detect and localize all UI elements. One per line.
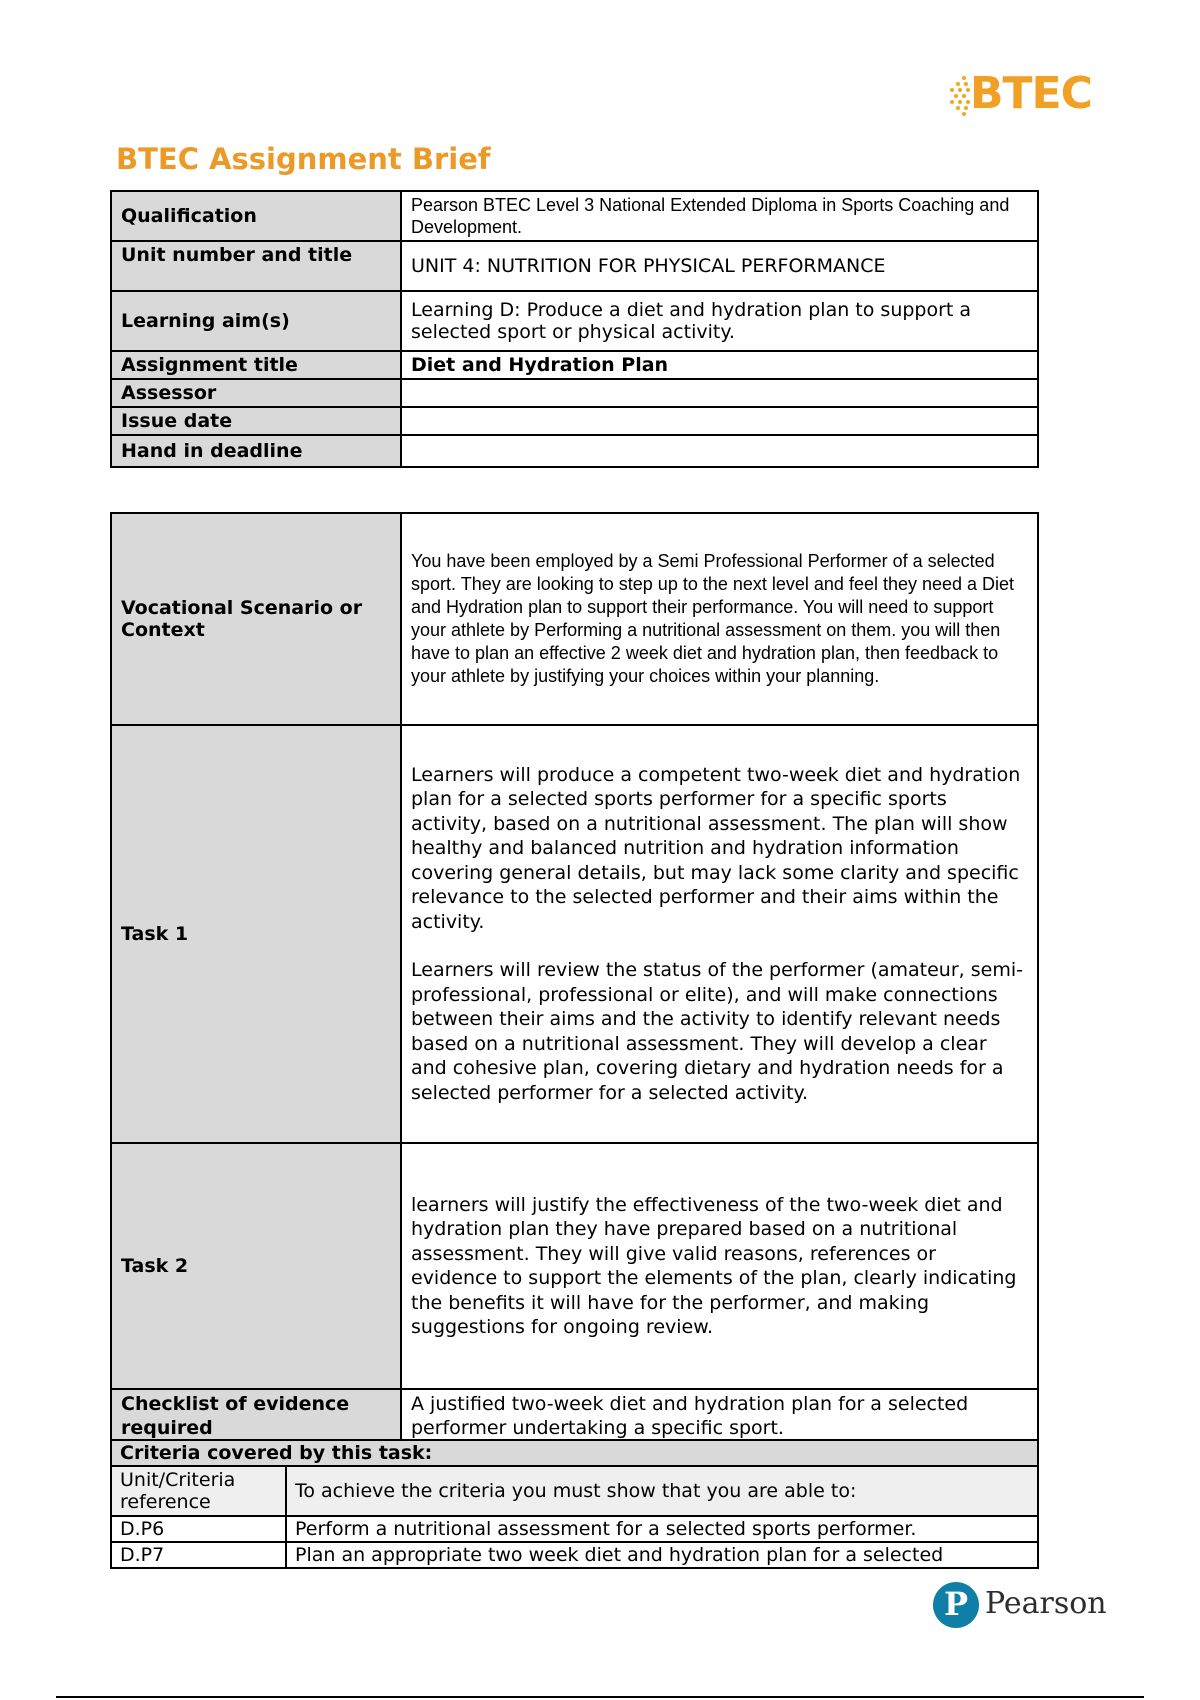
- table-row: [111, 407, 1038, 435]
- assignment-summary-table: [110, 190, 1039, 468]
- pearson-logo: [933, 1582, 1107, 1634]
- assignment-title-value: Diet and Hydration Plan: [401, 351, 1038, 379]
- table-row: [111, 1516, 1038, 1542]
- checklist-text: A justified two-week diet and hydration plan for a selected performer undertaking a specific sport.: [401, 1389, 1038, 1443]
- table-row: [111, 379, 1038, 407]
- criteria-desc: Perform a nutritional assessment for a selected sports performer.: [286, 1516, 1038, 1542]
- criteria-table: [110, 1439, 1039, 1569]
- deadline-label: Hand in deadline: [111, 435, 401, 467]
- criteria-ref: D.P7: [111, 1542, 286, 1568]
- deadline-value: [401, 435, 1038, 467]
- footer-divider: [56, 1696, 1144, 1698]
- table-row: [111, 1466, 1038, 1516]
- assignment-title-label: Assignment title: [111, 351, 401, 379]
- assessor-label: Assessor: [111, 379, 401, 407]
- btec-wordmark: BTEC: [970, 68, 1092, 119]
- table-row: [111, 1143, 1038, 1389]
- assessor-value: [401, 379, 1038, 407]
- qualification-value: Pearson BTEC Level 3 National Extended Diploma in Sports Coaching and Development.: [401, 191, 1038, 241]
- learning-aim-value: Learning D: Produce a diet and hydration plan to support a selected sport or physical activity.: [401, 291, 1038, 351]
- issue-date-label: Issue date: [111, 407, 401, 435]
- issue-date-value: [401, 407, 1038, 435]
- learning-aim-label: Learning aim(s): [111, 291, 401, 351]
- criteria-desc-column-header: To achieve the criteria you must show that you are able to:: [286, 1466, 1038, 1516]
- table-row: [111, 291, 1038, 351]
- table-row: [111, 191, 1038, 241]
- task2-label: Task 2: [111, 1143, 401, 1389]
- criteria-ref: D.P6: [111, 1516, 286, 1542]
- table-row: [111, 1440, 1038, 1466]
- assignment-details-table: [110, 512, 1039, 1444]
- scenario-text: You have been employed by a Semi Professional Performer of a selected sport. They are looking to step up to the next level and feel they need a Diet and Hydration plan to support their performance. You will need to support your athlete by Performing a nutritional assessment on them. you will then have to plan an effective 2 week diet and hydration plan, then feedback to your athlete by justifying your choices within your planning.: [401, 513, 1038, 725]
- task1-paragraph-1: Learners will produce a competent two-week diet and hydration plan for a selected sports performer for a specific sports activity, based on a nutritional assessment. The plan will show healthy and balanced nutrition and hydration information covering general details, but may lack some clarity and specific relevance to the selected performer and their aims within the activity.: [411, 763, 1021, 933]
- table-row: [111, 725, 1038, 1143]
- task1-label: Task 1: [111, 725, 401, 1143]
- qualification-label: Qualification: [111, 191, 401, 241]
- unit-label: Unit number and title: [111, 241, 401, 291]
- criteria-desc: Plan an appropriate two week diet and hydration plan for a selected: [286, 1542, 1038, 1568]
- pearson-wordmark: Pearson: [985, 1586, 1107, 1621]
- scenario-label: Vocational Scenario or Context: [111, 513, 401, 725]
- table-row: [111, 1542, 1038, 1568]
- table-row: [111, 351, 1038, 379]
- table-row: [111, 435, 1038, 467]
- criteria-header: Criteria covered by this task:: [111, 1440, 1038, 1466]
- criteria-ref-column-header: Unit/Criteria reference: [111, 1466, 286, 1516]
- table-row: [111, 513, 1038, 725]
- task2-text: learners will justify the effectiveness of the two-week diet and hydration plan they have prepared based on a nutritional assessment. They will give valid reasons, references or evidence to support the elements of the plan, clearly indicating the benefits it will have for the performer, and making suggestions for ongoing review.: [401, 1143, 1038, 1389]
- task1-body: [401, 725, 1038, 1143]
- table-row: [111, 241, 1038, 291]
- btec-logo: [948, 68, 1092, 124]
- table-row: [111, 1389, 1038, 1443]
- task1-paragraph-2: Learners will review the status of the performer (amateur, semi-professional, professional or elite), and will make connections between their aims and the activity to identify relevant needs based on a nutritional assessment. They will develop a clear and cohesive plan, covering dietary and hydration needs for a selected performer for a selected activity.: [411, 959, 1023, 1104]
- pearson-p-icon: P: [933, 1582, 979, 1628]
- page-title: BTEC Assignment Brief: [116, 142, 491, 176]
- unit-value: UNIT 4: NUTRITION FOR PHYSICAL PERFORMANCE: [401, 241, 1038, 291]
- checklist-label: Checklist of evidence required: [111, 1389, 401, 1443]
